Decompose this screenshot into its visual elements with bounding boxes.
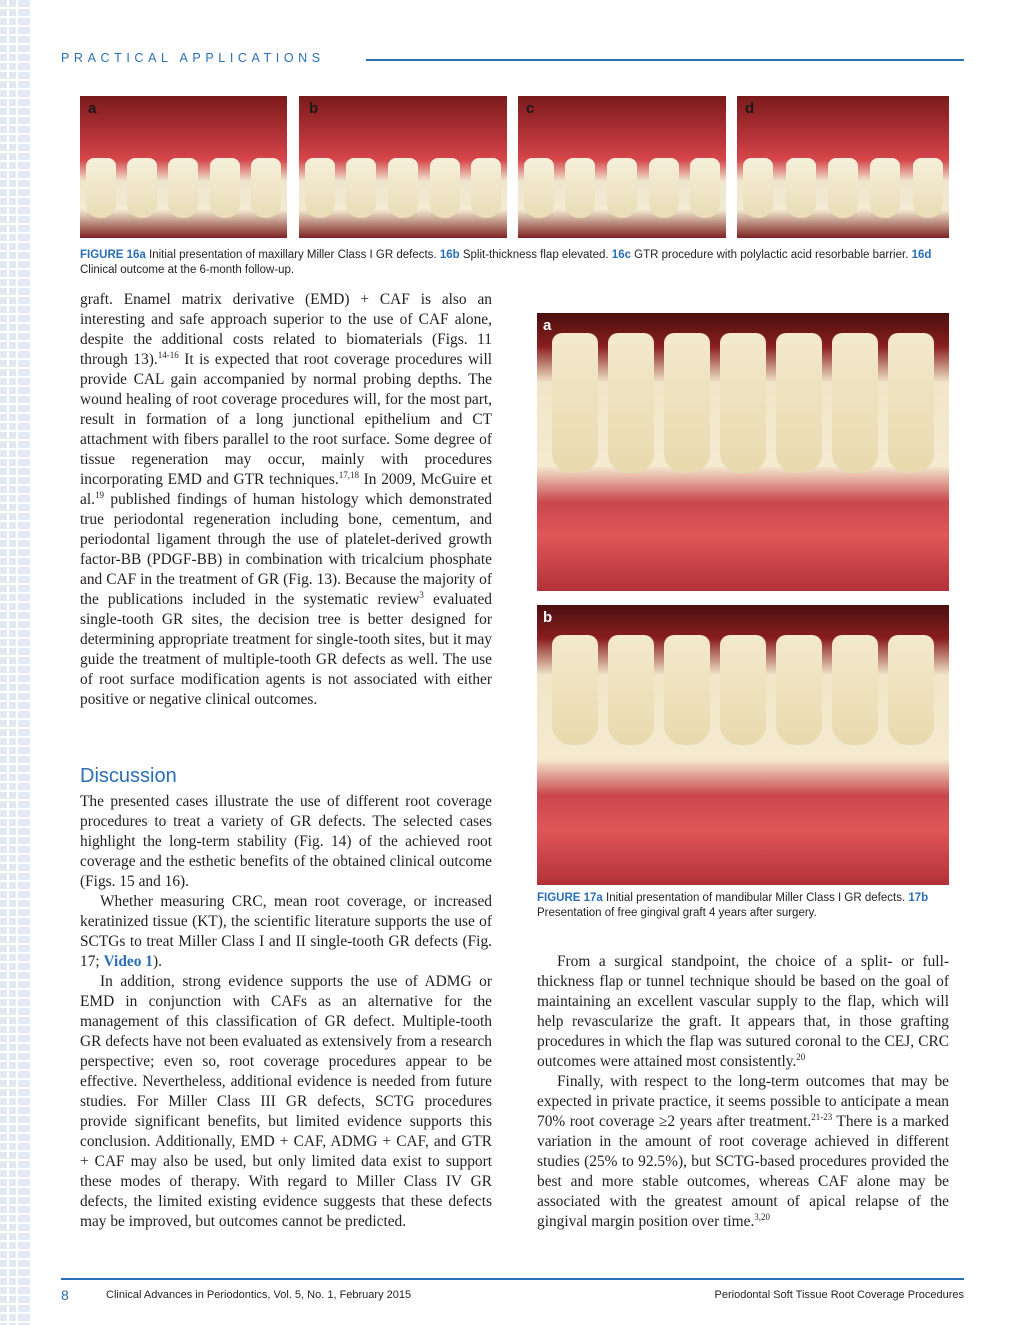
- citation: 17,18: [338, 470, 359, 480]
- panel-label: a: [88, 100, 97, 117]
- citation: 21-23: [811, 1112, 833, 1122]
- citation: 19: [94, 490, 104, 500]
- discussion-body: [80, 792, 492, 1232]
- figure-17b-photo: [537, 605, 949, 885]
- right-column-body: [537, 952, 949, 1232]
- citation: 14-16: [157, 350, 179, 360]
- video-1-link[interactable]: Video 1: [103, 953, 153, 970]
- citation: 3,20: [754, 1212, 771, 1222]
- caption-label: 16b: [439, 249, 460, 261]
- caption-text: Clinical outcome at the 6-month follow-up.: [80, 264, 295, 276]
- text-run: From a surgical standpoint, the choice of a split- or full-thickness flap or tunnel technique should be based on the goal of maintaining an excellent vascular supply to the flap, which will help revascularize the graft. It appears that, in those grafting procedures in which the flap was sutured coronal to the CEJ, CRC outcomes were attained most consistently.: [537, 953, 949, 1070]
- text-run: There is a marked variation in the amount of root coverage achieved in different studies (25% to 92.5%), but SCTG-based procedures provided the best and more stable outcomes, whereas CAF alone may be associated with the greatest amount of apical relapse of the gingival margin position over time.: [537, 1113, 950, 1230]
- caption-text: Presentation of free gingival graft 4 years after surgery.: [537, 907, 817, 919]
- caption-label: FIGURE 16a: [80, 249, 146, 261]
- page-number: 8: [61, 1287, 69, 1303]
- caption-label: 17b: [908, 892, 929, 904]
- figure-16-caption: [80, 248, 950, 278]
- panel-label: b: [543, 609, 553, 626]
- paragraph: [537, 952, 949, 1072]
- figure-16a-photo: [80, 96, 287, 238]
- figure-17a-photo: [537, 313, 949, 591]
- panel-label: a: [543, 317, 552, 334]
- caption-text: Initial presentation of maxillary Miller Class I GR defects.: [145, 249, 440, 261]
- caption-label: 16d: [911, 249, 932, 261]
- text-run: published findings of human histology which demonstrated true periodontal regeneration including bone, cementum, and periodontal ligament through the use of platelet-derived growth factor-BB (PDGF-BB) in combination with tricalcium phosphate and CAF in the treatment of GR (Fig. 13). Because the majority of the publications included in the systematic review: [80, 491, 492, 608]
- panel-label: d: [745, 100, 755, 117]
- text-run: Finally, with respect to the long-term outcomes that may be expected in private practice, it seems possible to anticipate a mean 70% root coverage ≥2 years after treatment.: [537, 1073, 949, 1130]
- caption-label: 16c: [611, 249, 631, 261]
- caption-text: GTR procedure with polylactic acid resorbable barrier.: [630, 249, 912, 261]
- citation: 3: [419, 590, 424, 600]
- decorative-side-strip: [0, 0, 30, 1325]
- header-rule: [366, 59, 964, 61]
- text-run: Whether measuring CRC, mean root coverage, or increased keratinized tissue (KT), the scientific literature supports the use of SCTGs to treat Miller Class I and II single-tooth GR defects (Fig. 17;: [80, 893, 492, 970]
- citation: 20: [796, 1052, 806, 1062]
- figure-17-caption: [537, 891, 952, 921]
- discussion-heading: Discussion: [80, 765, 177, 787]
- paragraph: The presented cases illustrate the use of different root coverage procedures to treat a variety of GR defects. The selected cases highlight the long-term stability (Fig. 14) of the achieved root coverage and the esthetic benefits of the obtained clinical outcome (Figs. 15 and 16).: [80, 793, 492, 890]
- running-title: Periodontal Soft Tissue Root Coverage Procedures: [714, 1289, 964, 1301]
- caption-text: Initial presentation of mandibular Miller Class I GR defects.: [602, 892, 909, 904]
- text-run: evaluated single-tooth GR sites, the decision tree is better designed for determining appropriate treatment for single-tooth sites, but it may guide the treatment of multiple-tooth GR defects as well. The use of root surface modification agents is not associated with either positive or negative clinical outcomes.: [80, 591, 492, 708]
- paragraph: [537, 1072, 949, 1232]
- journal-citation: Clinical Advances in Periodontics, Vol. 5, No. 1, February 2015: [106, 1289, 412, 1301]
- left-column-body: [80, 290, 492, 710]
- figure-16d-photo: [737, 96, 949, 238]
- text-run: In 2009, McGuire et al.: [80, 471, 492, 508]
- caption-text: Split-thickness flap elevated.: [459, 249, 612, 261]
- caption-label: FIGURE 17a: [537, 892, 603, 904]
- text-run: ).: [152, 953, 162, 970]
- panel-label: c: [526, 100, 535, 117]
- text-run: graft. Enamel matrix derivative (EMD) + CAF is also an interesting and safe approach superior to the use of CAF alone, despite the additional costs related to biomaterials (Figs. 11 through 13).: [80, 291, 492, 368]
- figure-16c-photo: [518, 96, 726, 238]
- figure-16b-photo: [299, 96, 507, 238]
- panel-label: b: [309, 100, 319, 117]
- text-run: It is expected that root coverage procedures will provide CAL gain accompanied by normal probing depths. The wound healing of root coverage procedures will, for the most part, result in formation of a long junctional epithelium and CT attachment with fibers parallel to the root surface. Some degree of tissue regeneration may occur, mainly with procedures incorporating EMD and GTR techniques.: [80, 351, 492, 488]
- footer-rule: [61, 1278, 964, 1280]
- section-header: PRACTICAL APPLICATIONS: [61, 51, 325, 65]
- paragraph: [80, 892, 492, 972]
- paragraph: In addition, strong evidence supports the use of ADMG or EMD in conjunction with CAFs as an alternative for the management of this classification of GR defect. Multiple-tooth GR defects have not been evaluated as extensively from a research perspective; even so, root coverage procedures appear to be effective. Nevertheless, additional evidence is needed from future studies. For Miller Class III GR defects, SCTG procedures provide significant benefits, but limited evidence supports this conclusion. Additionally, EMD + CAF, ADMG + CAF, and GTR + CAF may also be used, but only limited data exist to support these modes of therapy. With regard to Miller Class IV GR defects, the limited existing evidence suggests that these defects may be improved, but outcomes cannot be predicted.: [80, 973, 492, 1230]
- paragraph: [80, 290, 492, 710]
